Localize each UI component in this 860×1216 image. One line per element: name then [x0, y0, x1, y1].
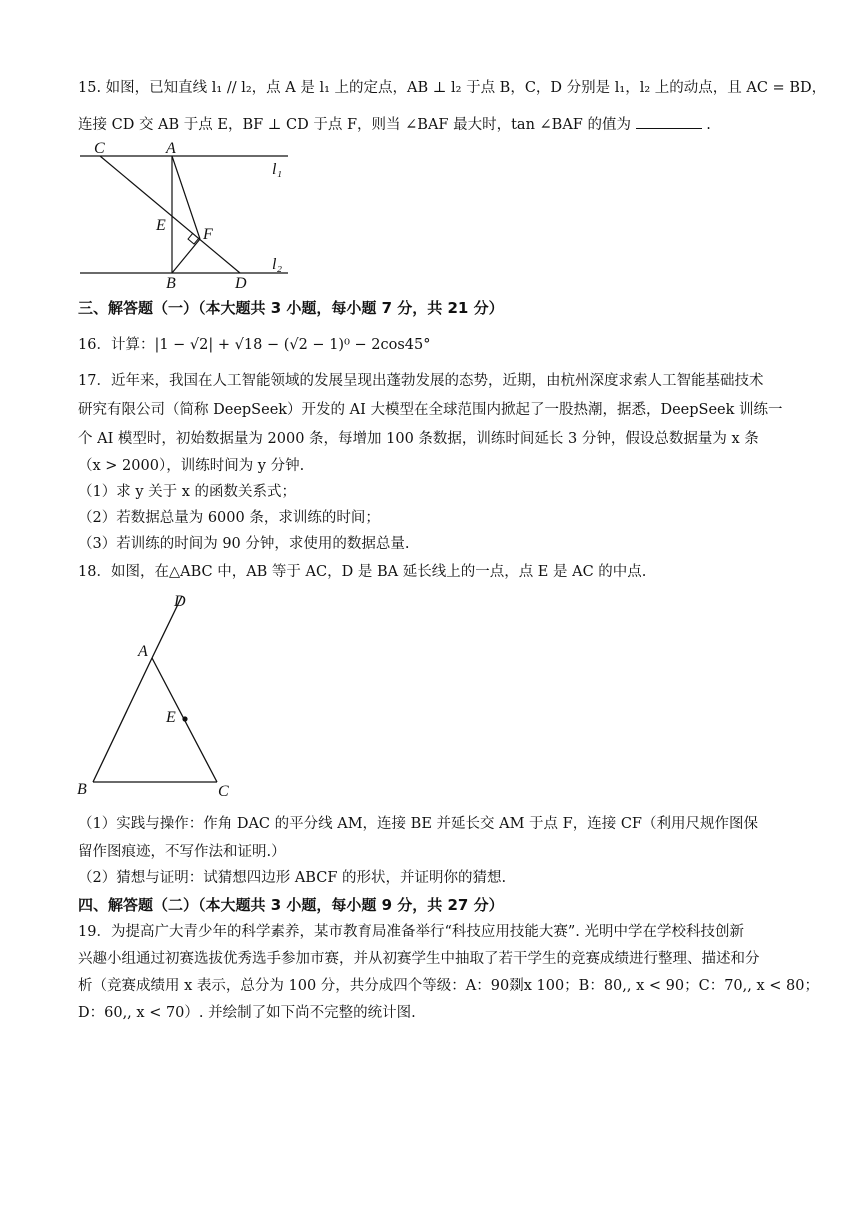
- q19-line-2: 兴趣小组通过初赛选拔优秀选手参加市赛，并从初赛学生中抽取了若干学生的竞赛成绩进行整理、描述和分: [78, 951, 760, 967]
- segment-BF: [172, 239, 200, 273]
- section-3-title: 三、解答题（一）（本大题共 3 小题，每小题 7 分，共 21 分）: [78, 299, 504, 317]
- q15-line-2-text: 连接 CD 交 AB 于点 E，BF ⊥ CD 于点 F，则当 ∠BAF 最大时，tan ∠BAF 的值为: [78, 117, 631, 133]
- q18-part-2: （2）猜想与证明：试猜想四边形 ABCF 的形状，并证明你的猜想.: [78, 870, 507, 886]
- q19-line-4: D：60,, x < 70）. 并绘制了如下尚不完整的统计图.: [78, 1005, 416, 1021]
- q18-text: 18．如图，在△ABC 中，AB 等于 AC，D 是 BA 延长线上的一点，点 E 是 AC 的中点.: [78, 564, 647, 580]
- q15-line-2: [78, 114, 790, 136]
- segment-AB: [93, 658, 152, 782]
- segment-AF: [172, 156, 200, 239]
- q19-line-1: 19．为提高广大青少年的科学素养，某市教育局准备举行“科技应用技能大赛”. 光明中学在学校科技创新: [78, 924, 744, 940]
- label-C: C: [218, 783, 229, 800]
- q15-line-1: 15. 如图，已知直线 l₁ // l₂，点 A 是 l₁ 上的定点，AB ⊥ l₂ 于点 B，C，D 分别是 l₁，l₂ 上的动点，且 AC = BD，: [78, 80, 827, 96]
- q18-part-1-line-2: 留作图痕迹，不写作法和证明.）: [78, 844, 286, 860]
- q15-line-2-end: .: [706, 117, 711, 133]
- q16-text: 16．计算：|1 − √2| + √18 − (√2 − 1)⁰ − 2cos45°: [78, 337, 431, 353]
- label-l2: l₂: [272, 256, 283, 273]
- q18-part-1-line-1: （1）实践与操作：作角 DAC 的平分线 AM，连接 BE 并延长交 AM 于点 F，连接 CF（利用尺规作图保: [78, 816, 758, 832]
- label-E: E: [166, 709, 176, 726]
- q17-part-1: （1）求 y 关于 x 的函数关系式；: [78, 484, 297, 500]
- q17-part-2: （2）若数据总量为 6000 条，求训练的时间；: [78, 510, 380, 526]
- q15-figure: [80, 138, 295, 288]
- q17-part-3: （3）若训练的时间为 90 分钟，求使用的数据总量.: [78, 536, 410, 552]
- q17-line-3: 个 AI 模型时，初始数据量为 2000 条，每增加 100 条数据，训练时间延长 3 分钟，假设总数据量为 x 条: [78, 431, 759, 447]
- label-D: D: [235, 275, 247, 288]
- q18-figure: [72, 588, 242, 800]
- label-A: A: [166, 140, 176, 157]
- answer-blank[interactable]: [636, 114, 702, 129]
- q17-line-2: 研究有限公司（简称 DeepSeek）开发的 AI 大模型在全球范围内掀起了一股热潮，据悉，DeepSeek 训练一: [78, 402, 783, 418]
- q19-line-3: 析（竞赛成绩用 x 表示，总分为 100 分，共分成四个等级：A：90剟x 100；B：80,, x < 90；C：70,, x < 80；: [78, 978, 819, 994]
- label-B: B: [166, 275, 176, 288]
- q17-line-1: 17．近年来，我国在人工智能领域的发展呈现出蓬勃发展的态势，近期，由杭州深度求索人工智能基础技术: [78, 373, 764, 389]
- q17-line-4: （x > 2000），训练时间为 y 分钟.: [78, 458, 305, 474]
- midpoint-E: [182, 716, 187, 721]
- label-D: D: [174, 593, 186, 610]
- label-F: F: [203, 226, 213, 243]
- label-E: E: [156, 217, 166, 234]
- label-l1: l₁: [272, 161, 283, 178]
- section-4-title: 四、解答题（二）（本大题共 3 小题，每小题 9 分，共 27 分）: [78, 896, 504, 914]
- label-C: C: [94, 140, 105, 157]
- segment-CD: [100, 156, 240, 273]
- label-A: A: [138, 643, 148, 660]
- label-B: B: [77, 781, 87, 798]
